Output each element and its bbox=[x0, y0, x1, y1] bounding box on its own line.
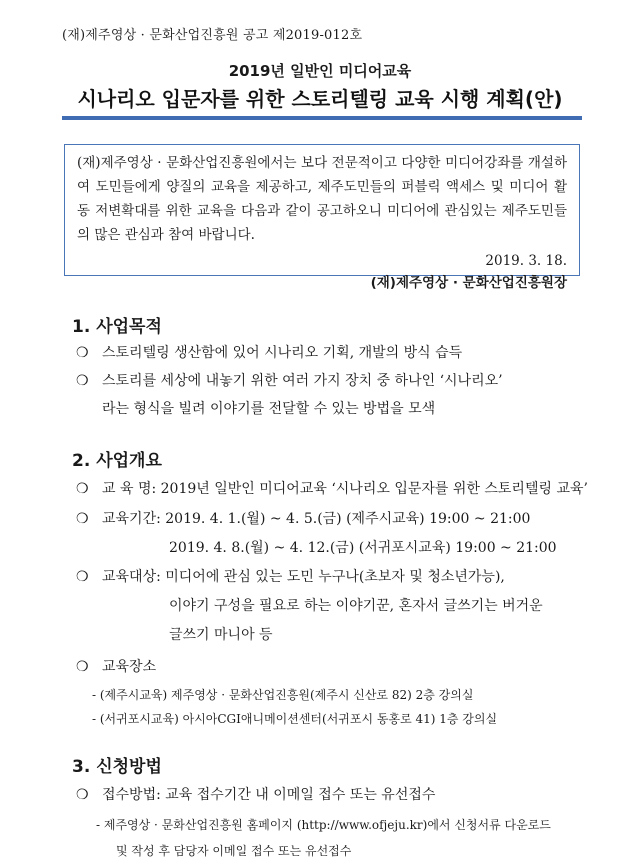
list-item-text: 접수방법: 교육 접수기간 내 이메일 접수 또는 유선접수 bbox=[102, 787, 436, 803]
document-subtitle: 2019년 일반인 미디어교육 bbox=[228, 62, 412, 80]
bullet-icon: ❍ bbox=[76, 659, 89, 675]
document-title: 시나리오 입문자를 위한 스토리텔링 교육 시행 계획(안) bbox=[77, 87, 563, 111]
list-item-text: 스토리텔링 생산함에 있어 시나리오 기획, 개발의 방식 습득 bbox=[102, 345, 463, 361]
list-item-continuation: 2019. 4. 8.(월) ~ 4. 12.(금) (서귀포시교육) 19:00 ~ 21:00 bbox=[169, 540, 557, 556]
intro-text: (재)제주영상 · 문화산업진흥원에서는 보다 전문적이고 다양한 미디어강좌를 개설하여 도민들에게 양질의 교육을 제공하고, 제주도민들의 퍼블릭 액세스 및 미디어 활동 저변확대를 위한 교육을 다음과 같이 공고하오니 미디어에 관심있는 제주도민들의 많은 관심과 참여 바랍니다. bbox=[77, 155, 567, 243]
bullet-icon: ❍ bbox=[76, 481, 89, 497]
list-item-text: 스토리를 세상에 내놓기 위한 여러 가지 장치 중 하나인 ‘시나리오’ bbox=[102, 373, 503, 389]
list-item-text: 교육기간: 2019. 4. 1.(월) ~ 4. 5.(금) (제주시교육) 19:00 ~ 21:00 bbox=[102, 511, 531, 527]
section-heading-overview: 2. 사업개요 bbox=[72, 451, 162, 471]
list-item-continuation: 글쓰기 마니아 등 bbox=[169, 627, 273, 643]
section-heading-application: 3. 신청방법 bbox=[72, 757, 162, 777]
sub-item-continuation: 및 작성 후 담당자 이메일 접수 또는 유선접수 bbox=[116, 844, 352, 858]
list-item-continuation: 라는 형식을 빌려 이야기를 전달할 수 있는 방법을 모색 bbox=[102, 401, 436, 417]
intro-box bbox=[64, 144, 580, 291]
bullet-icon: ❍ bbox=[76, 787, 89, 803]
bullet-icon: ❍ bbox=[76, 373, 89, 389]
list-item bbox=[76, 342, 462, 362]
sub-item: - (제주시교육) 제주영상 · 문화산업진흥원(제주시 신산로 82) 2층 강의실 bbox=[92, 688, 474, 702]
list-item-text: 교육장소 bbox=[102, 659, 157, 675]
bullet-icon: ❍ bbox=[76, 511, 89, 527]
list-item bbox=[76, 508, 530, 528]
sub-item: - (서귀포시교육) 아시아CGI애니메이션센터(서귀포시 동홍로 41) 1층 강의실 bbox=[92, 712, 498, 726]
bullet-icon: ❍ bbox=[76, 569, 89, 585]
intro-signer: (재)제주영상 · 문화산업진흥원장 bbox=[370, 275, 567, 291]
list-item bbox=[76, 566, 505, 586]
list-item-continuation: 이야기 구성을 필요로 하는 이야기꾼, 혼자서 글쓰기는 버거운 bbox=[169, 598, 543, 614]
list-item-text: 교육대상: 미디어에 관심 있는 도민 누구나(초보자 및 청소년가능), bbox=[102, 569, 505, 585]
notice-number: (재)제주영상 · 문화산업진흥원 공고 제2019-012호 bbox=[62, 28, 363, 43]
list-item bbox=[76, 656, 156, 676]
title-underline bbox=[62, 116, 582, 120]
bullet-icon: ❍ bbox=[76, 345, 89, 361]
list-item bbox=[76, 370, 503, 390]
list-item-text: 교 육 명: 2019년 일반인 미디어교육 ‘시나리오 입문자를 위한 스토리텔링 교육’ bbox=[102, 481, 588, 497]
section-heading-purpose: 1. 사업목적 bbox=[72, 317, 162, 337]
list-item bbox=[76, 784, 435, 804]
sub-item: - 제주영상 · 문화산업진흥원 홈페이지 (http://www.ofjeju.kr)에서 신청서류 다운로드 bbox=[96, 818, 551, 832]
intro-date: 2019. 3. 18. bbox=[485, 253, 567, 269]
list-item bbox=[76, 478, 588, 498]
